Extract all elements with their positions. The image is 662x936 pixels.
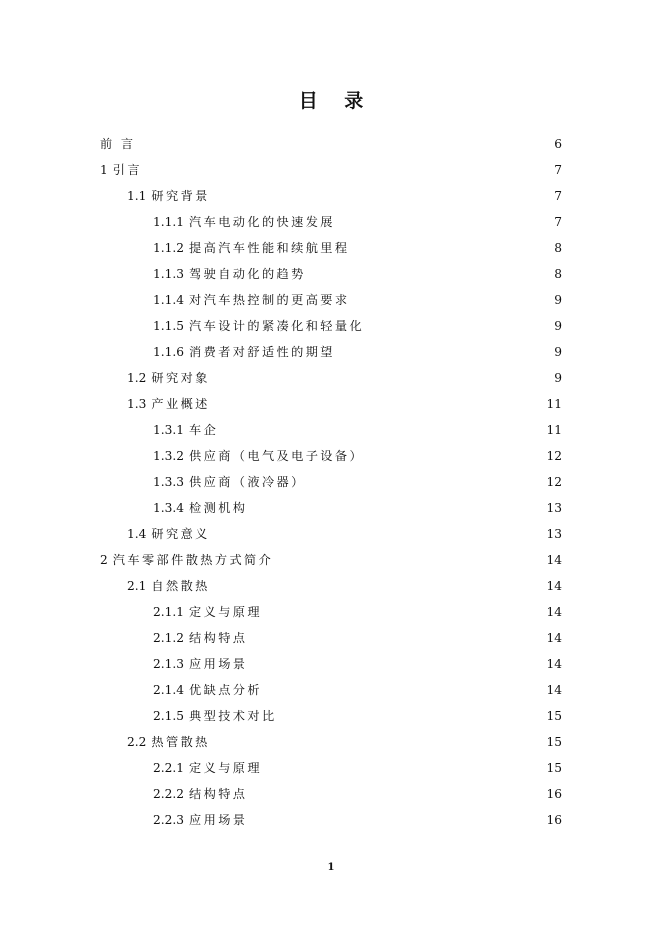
page-number: 1: [327, 862, 335, 873]
table-of-contents: [100, 135, 562, 837]
toc-entry-page: 14: [546, 553, 562, 567]
toc-entry-number: 1.3.3: [153, 475, 185, 489]
toc-entry-page: 14: [546, 683, 562, 697]
toc-entry-label: 供应商（液冷器）: [189, 475, 306, 489]
toc-entry-number: 1.1: [127, 189, 147, 203]
toc-entry-label: 检测机构: [189, 501, 248, 515]
toc-entry-page: 14: [546, 579, 562, 593]
toc-entry-number: 2.1.3: [153, 657, 185, 671]
toc-entry-label: 研究意义: [151, 527, 210, 541]
toc-entry-label: 提高汽车性能和续航里程: [189, 241, 350, 255]
toc-entry-number: 2: [100, 553, 108, 567]
toc-entry[interactable]: [100, 603, 562, 629]
toc-entry-label: 消费者对舒适性的期望: [189, 345, 335, 359]
toc-entry[interactable]: [100, 681, 562, 707]
toc-entry[interactable]: [100, 525, 562, 551]
toc-entry-label: 热管散热: [151, 735, 210, 749]
toc-entry-page: 8: [554, 241, 562, 255]
toc-entry-number: 1: [100, 163, 108, 177]
toc-entry-label: 自然散热: [151, 579, 210, 593]
toc-entry-number: 1.1.4: [153, 293, 185, 307]
toc-entry-number: 1.3.1: [153, 423, 185, 437]
toc-entry-label: 研究对象: [151, 371, 210, 385]
toc-entry[interactable]: [100, 369, 562, 395]
toc-entry-label: 结构特点: [189, 787, 248, 801]
toc-entry-number: 1.3.2: [153, 449, 185, 463]
toc-entry-page: 6: [554, 137, 562, 151]
toc-entry[interactable]: [100, 655, 562, 681]
toc-entry[interactable]: [100, 447, 562, 473]
toc-entry[interactable]: [100, 135, 562, 161]
toc-entry-number: 2.2.2: [153, 787, 185, 801]
toc-entry[interactable]: [100, 161, 562, 187]
toc-entry-number: 2.1.5: [153, 709, 185, 723]
toc-entry-label: 定义与原理: [189, 605, 262, 619]
toc-entry-page: 9: [554, 293, 562, 307]
toc-entry-number: 2.2.1: [153, 761, 185, 775]
toc-entry[interactable]: [100, 577, 562, 603]
toc-entry-label: 车企: [189, 423, 219, 437]
toc-entry-page: 14: [546, 631, 562, 645]
toc-entry[interactable]: [100, 239, 562, 265]
toc-entry[interactable]: [100, 317, 562, 343]
toc-entry-label: 结构特点: [189, 631, 248, 645]
toc-entry-label: 供应商（电气及电子设备）: [189, 449, 365, 463]
toc-entry-number: 1.1.5: [153, 319, 185, 333]
toc-entry-label: 前 言: [100, 137, 136, 151]
toc-entry-page: 9: [554, 345, 562, 359]
toc-entry-page: 15: [546, 761, 562, 775]
toc-entry-label: 优缺点分析: [189, 683, 262, 697]
toc-entry[interactable]: [100, 343, 562, 369]
toc-entry-page: 8: [554, 267, 562, 281]
toc-entry-page: 16: [546, 787, 562, 801]
toc-entry-page: 13: [546, 527, 562, 541]
toc-entry-number: 1.1.2: [153, 241, 185, 255]
toc-entry[interactable]: [100, 551, 562, 577]
toc-entry-page: 15: [546, 735, 562, 749]
toc-entry-number: 1.1.1: [153, 215, 185, 229]
toc-entry[interactable]: [100, 473, 562, 499]
toc-entry-label: 产业概述: [151, 397, 210, 411]
toc-entry[interactable]: [100, 421, 562, 447]
toc-entry-label: 对汽车热控制的更高要求: [189, 293, 350, 307]
toc-entry-page: 7: [554, 189, 562, 203]
toc-entry-number: 1.1.6: [153, 345, 185, 359]
toc-entry-page: 12: [546, 449, 562, 463]
toc-entry-label: 研究背景: [151, 189, 210, 203]
toc-entry[interactable]: [100, 785, 562, 811]
toc-entry-label: 典型技术对比: [189, 709, 277, 723]
toc-entry[interactable]: [100, 395, 562, 421]
toc-entry-number: 1.3.4: [153, 501, 185, 515]
toc-entry-number: 2.2.3: [153, 813, 185, 827]
toc-entry-number: 1.4: [127, 527, 147, 541]
toc-entry-page: 15: [546, 709, 562, 723]
toc-entry-page: 12: [546, 475, 562, 489]
toc-entry[interactable]: [100, 265, 562, 291]
toc-entry-label: 汽车设计的紧凑化和轻量化: [189, 319, 365, 333]
toc-entry-page: 11: [546, 423, 562, 437]
toc-entry[interactable]: [100, 629, 562, 655]
toc-entry-number: 2.1: [127, 579, 147, 593]
toc-entry[interactable]: [100, 213, 562, 239]
toc-entry-number: 2.1.2: [153, 631, 185, 645]
toc-entry[interactable]: [100, 733, 562, 759]
toc-entry-page: 7: [554, 163, 562, 177]
toc-entry-page: 16: [546, 813, 562, 827]
toc-entry-number: 2.1.1: [153, 605, 185, 619]
toc-entry-page: 9: [554, 371, 562, 385]
toc-entry-number: 2.1.4: [153, 683, 185, 697]
toc-entry[interactable]: [100, 707, 562, 733]
toc-entry-page: 7: [554, 215, 562, 229]
toc-entry-label: 定义与原理: [189, 761, 262, 775]
toc-entry-page: 14: [546, 605, 562, 619]
toc-entry[interactable]: [100, 759, 562, 785]
toc-entry-label: 驾驶自动化的趋势: [189, 267, 306, 281]
toc-entry-page: 9: [554, 319, 562, 333]
toc-entry-number: 2.2: [127, 735, 147, 749]
toc-entry[interactable]: [100, 499, 562, 525]
toc-entry-page: 13: [546, 501, 562, 515]
toc-entry-page: 14: [546, 657, 562, 671]
toc-entry-number: 1.2: [127, 371, 147, 385]
toc-entry[interactable]: [100, 291, 562, 317]
toc-entry-label: 汽车零部件散热方式简介: [112, 553, 274, 567]
toc-entry-number: 1.1.3: [153, 267, 185, 281]
toc-entry-number: 1.3: [127, 397, 147, 411]
toc-entry-label: 汽车电动化的快速发展: [189, 215, 335, 229]
toc-title: 目 录: [298, 90, 374, 112]
toc-entry[interactable]: [100, 187, 562, 213]
toc-entry-label: 引言: [112, 163, 142, 177]
toc-entry-page: 11: [546, 397, 562, 411]
toc-entry[interactable]: [100, 811, 562, 837]
toc-entry-label: 应用场景: [189, 657, 248, 671]
toc-entry-label: 应用场景: [189, 813, 248, 827]
